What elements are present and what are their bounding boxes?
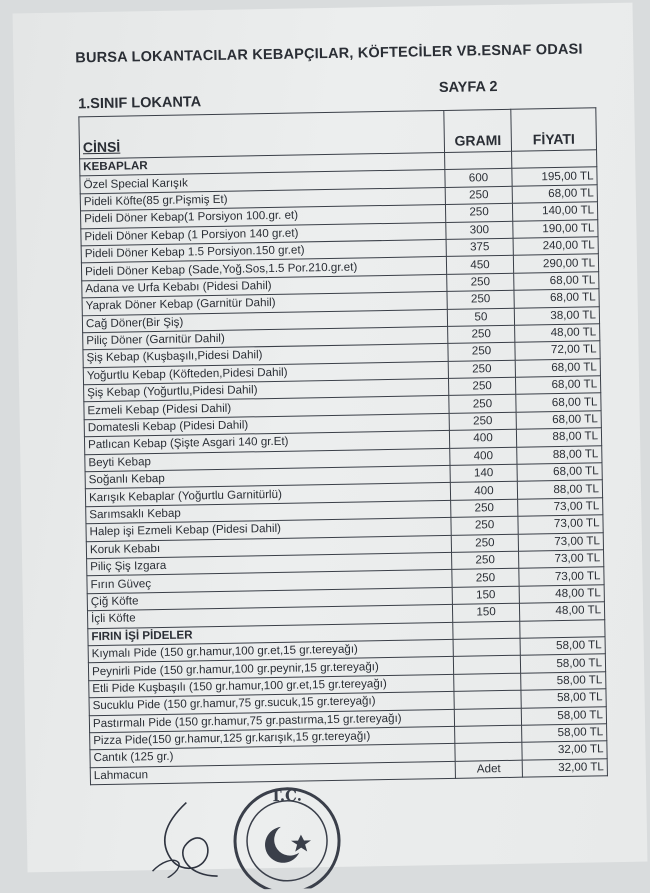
col-header-price: FİYATI: [511, 108, 597, 151]
item-gram: [454, 708, 521, 727]
item-price: 32,00 TL: [522, 758, 607, 777]
item-gram: 250: [448, 343, 515, 362]
item-gram: [453, 656, 520, 675]
item-name: Yoğurtlu Kebap (Köfteden,Pidesi Dahil): [83, 361, 448, 385]
item-gram: 250: [451, 499, 518, 518]
item-price: 58,00 TL: [520, 637, 605, 656]
item-gram: 250: [447, 290, 514, 309]
item-name: Pizza Pide(150 gr.hamur,125 gr.karışık,15 gr.tereyağı): [90, 726, 455, 750]
item-price: 48,00 TL: [519, 585, 604, 604]
item-name: Soğanlı Kebap: [85, 465, 450, 489]
item-name: Pideli Döner Kebap(1 Porsiyon 100.gr. et): [81, 205, 446, 229]
item-gram: [453, 638, 520, 657]
item-gram: 450: [446, 256, 513, 275]
item-gram: [455, 742, 522, 761]
item-price: 38,00 TL: [514, 306, 599, 325]
item-gram: 300: [446, 221, 513, 240]
item-gram: 150: [452, 586, 519, 605]
item-price: 88,00 TL: [517, 445, 602, 464]
item-gram: 250: [448, 360, 515, 379]
item-name: İçli Köfte: [87, 605, 452, 629]
item-price: 68,00 TL: [514, 272, 599, 291]
item-gram: [454, 673, 521, 692]
item-gram: 250: [452, 569, 519, 588]
item-name: Pideli Döner Kebap (Sade,Yoğ.Sos,1.5 Por.210.gr.et): [81, 257, 446, 281]
item-price: 68,00 TL: [516, 411, 601, 430]
item-gram: [455, 725, 522, 744]
item-name: Özel Special Karışık: [80, 170, 445, 194]
item-price: 48,00 TL: [515, 324, 600, 343]
item-price: 68,00 TL: [517, 463, 602, 482]
item-name: KEBAPLAR: [80, 152, 445, 176]
item-price: 88,00 TL: [516, 428, 601, 447]
item-gram: 600: [445, 169, 512, 188]
item-name: Yaprak Döner Kebap (Garnitür Dahil): [82, 292, 447, 316]
item-name: Karışık Kebaplar (Yoğurtlu Garnitürlü): [85, 483, 450, 507]
item-name: Pideli Köfte(85 gr.Pişmiş Et): [80, 187, 445, 211]
org-title: BURSA LOKANTACILAR KEBAPÇILAR, KÖFTECİLER VB.ESNAF ODASI: [75, 41, 583, 67]
item-gram: 250: [451, 534, 518, 553]
item-name: Lahmacun: [90, 761, 455, 785]
item-gram: 250: [445, 186, 512, 205]
item-price: 73,00 TL: [518, 532, 603, 551]
item-gram: [454, 690, 521, 709]
item-price: 72,00 TL: [515, 341, 600, 360]
document-sheet: [13, 3, 648, 873]
item-price: 58,00 TL: [521, 689, 606, 708]
item-gram: 400: [450, 447, 517, 466]
item-gram: [445, 151, 512, 170]
item-name: Pideli Döner Kebap 1.5 Porsiyon.150 gr.et): [81, 239, 446, 263]
item-gram: 400: [449, 429, 516, 448]
item-gram: 250: [452, 551, 519, 570]
item-price: 32,00 TL: [522, 741, 607, 760]
item-price: 88,00 TL: [517, 480, 602, 499]
item-price: 68,00 TL: [515, 376, 600, 395]
item-name: Çiğ Köfte: [87, 587, 452, 611]
col-header-name: CİNSİ: [79, 110, 445, 158]
item-name: Kıymalı Pide (150 gr.hamur,100 gr.et,15 gr.tereyağı): [88, 639, 453, 663]
item-name: Adana ve Urfa Kebabı (Pidesi Dahil): [82, 274, 447, 298]
item-name: Peynirli Pide (150 gr.hamur,100 gr.peynir,15 gr.tereyağı): [88, 657, 453, 681]
item-price: 68,00 TL: [516, 393, 601, 412]
item-price: 58,00 TL: [521, 671, 606, 690]
page-number: SAYFA 2: [438, 79, 498, 97]
item-name: Piliç Döner (Garnitür Dahil): [83, 326, 448, 350]
item-name: Pideli Döner Kebap (1 Porsiyon 140 gr.et): [81, 222, 446, 246]
item-name: Şiş Kebap (Yoğurtlu,Pidesi Dahil): [84, 379, 449, 403]
item-price: 290,00 TL: [513, 254, 598, 273]
item-price: 48,00 TL: [519, 602, 604, 621]
item-gram: Adet: [455, 760, 522, 779]
item-name: Cantık (125 gr.): [90, 744, 455, 768]
item-name: Sarımsaklı Kebap: [86, 500, 451, 524]
item-name: Etli Pide Kuşbaşılı (150 gr.hamur,100 gr.et,15 gr.tereyağı): [89, 674, 454, 698]
item-gram: 250: [448, 377, 515, 396]
item-gram: 250: [447, 273, 514, 292]
item-gram: 250: [449, 395, 516, 414]
stamp-text: T.C.: [270, 786, 303, 806]
item-gram: 250: [448, 325, 515, 344]
item-name: Piliç Şiş Izgara: [87, 552, 452, 576]
item-price: 73,00 TL: [519, 550, 604, 569]
item-gram: [453, 621, 520, 640]
item-gram: 250: [449, 412, 516, 431]
col-header-gram: GRAMI: [444, 109, 512, 152]
item-name: Beyti Kebap: [85, 448, 450, 472]
item-price: 68,00 TL: [514, 289, 599, 308]
item-gram: 250: [451, 516, 518, 535]
restaurant-class: 1.SINIF LOKANTA: [78, 94, 202, 113]
item-gram: 250: [445, 203, 512, 222]
item-gram: 400: [450, 482, 517, 501]
item-price: 73,00 TL: [519, 567, 604, 586]
item-price: 58,00 TL: [522, 724, 607, 743]
item-name: Koruk Kebabı: [86, 535, 451, 559]
official-stamp: [224, 778, 351, 890]
item-price: [512, 150, 597, 169]
item-name: Halep işi Ezmeli Kebap (Pidesi Dahil): [86, 518, 451, 542]
item-price: 68,00 TL: [512, 185, 597, 204]
item-price: 73,00 TL: [518, 515, 603, 534]
item-price: 58,00 TL: [520, 654, 605, 673]
item-gram: 150: [452, 603, 519, 622]
item-gram: 375: [446, 238, 513, 257]
item-price: [520, 619, 605, 638]
item-price: 195,00 TL: [512, 167, 597, 186]
item-name: Pastırmalı Pide (150 gr.hamur,75 gr.pastırma,15 gr.tereyağı): [89, 709, 454, 733]
item-price: 68,00 TL: [515, 358, 600, 377]
item-name: Fırın Güveç: [87, 570, 452, 594]
item-price: 240,00 TL: [513, 237, 598, 256]
item-name: FIRIN İŞİ PİDELER: [88, 622, 453, 646]
item-price: 73,00 TL: [518, 498, 603, 517]
item-name: Sucuklu Pide (150 gr.hamur,75 gr.sucuk,15 gr.tereyağı): [89, 691, 454, 715]
item-name: Şiş Kebap (Kuşbaşılı,Pidesi Dahil): [83, 344, 448, 368]
item-price: 58,00 TL: [521, 706, 606, 725]
item-price: 140,00 TL: [512, 202, 597, 221]
item-gram: 50: [447, 308, 514, 327]
price-table: [78, 107, 608, 785]
item-name: Ezmeli Kebap (Pidesi Dahil): [84, 396, 449, 420]
item-name: Cağ Döner(Bir Şiş): [82, 309, 447, 333]
item-name: Patlıcan Kebap (Şişte Asgari 140 gr.Et): [84, 431, 449, 455]
item-gram: 140: [450, 464, 517, 483]
item-name: Domatesli Kebap (Pidesi Dahil): [84, 413, 449, 437]
item-price: 190,00 TL: [513, 219, 598, 238]
